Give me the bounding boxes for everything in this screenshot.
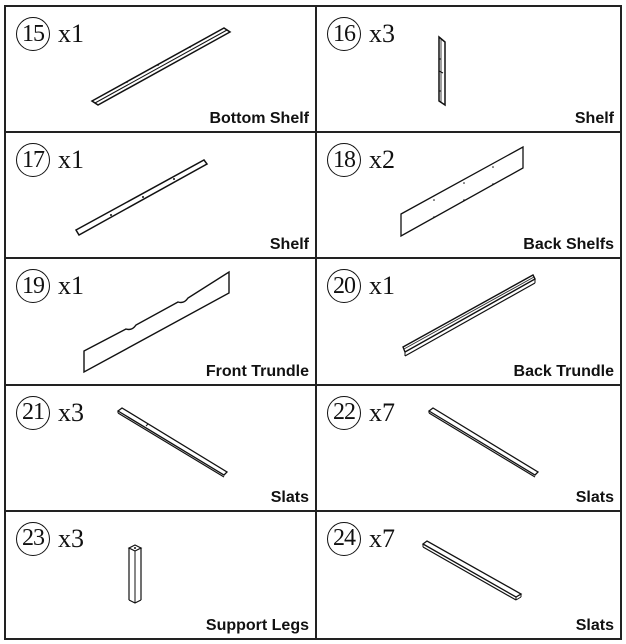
part-number-circle: 16 [327, 17, 361, 51]
part-name: Shelf [269, 236, 309, 254]
part-number-circle: 15 [16, 17, 50, 51]
part-number [16, 143, 84, 177]
part-number [327, 143, 395, 177]
part-cell-20 [317, 259, 620, 385]
part-quantity: x1 [369, 271, 395, 301]
part-quantity: x3 [58, 523, 84, 553]
part-number [327, 17, 395, 51]
part-number-circle: 17 [16, 143, 50, 177]
part-name: Slats [270, 488, 309, 506]
part-name: Front Trundle [205, 362, 309, 380]
part-number-circle: 18 [327, 143, 361, 177]
part-name: Support Legs [205, 616, 309, 634]
part-quantity: x1 [58, 19, 84, 48]
part-number-circle: 21 [16, 396, 50, 430]
part-number [16, 17, 84, 51]
part-quantity: x3 [369, 19, 395, 48]
part-number [327, 269, 395, 303]
part-number-circle: 22 [327, 396, 361, 430]
part-cell-24 [317, 512, 620, 638]
part-cell-15 [6, 7, 317, 133]
part-number-circle: 20 [327, 269, 361, 303]
part-cell-21 [6, 386, 317, 512]
part-number-circle: 23 [16, 522, 50, 556]
part-name: Slats [575, 616, 614, 634]
part-cell-18 [317, 133, 620, 259]
part-cell-19 [6, 259, 317, 385]
part-number [327, 522, 395, 556]
part-cell-22 [317, 386, 620, 512]
part-quantity: x1 [58, 145, 84, 175]
part-quantity: x2 [369, 145, 395, 175]
part-cell-16 [317, 7, 620, 133]
part-cell-17 [6, 133, 317, 259]
part-number [16, 269, 84, 303]
part-name: Shelf [574, 110, 614, 128]
part-number [327, 396, 395, 430]
part-name: Slats [575, 488, 614, 506]
part-number [16, 396, 84, 430]
part-name: Back Shelfs [523, 236, 614, 254]
part-number-circle: 24 [327, 522, 361, 556]
part-cell-23 [6, 512, 317, 638]
part-number [16, 522, 84, 556]
part-quantity: x3 [58, 397, 84, 427]
part-number-circle: 19 [16, 269, 50, 303]
part-quantity: x7 [369, 523, 395, 553]
part-name: Back Trundle [513, 362, 614, 380]
parts-list-grid [4, 5, 622, 640]
part-quantity: x7 [369, 397, 395, 427]
part-quantity: x1 [58, 271, 84, 301]
part-name: Bottom Shelf [209, 110, 309, 128]
